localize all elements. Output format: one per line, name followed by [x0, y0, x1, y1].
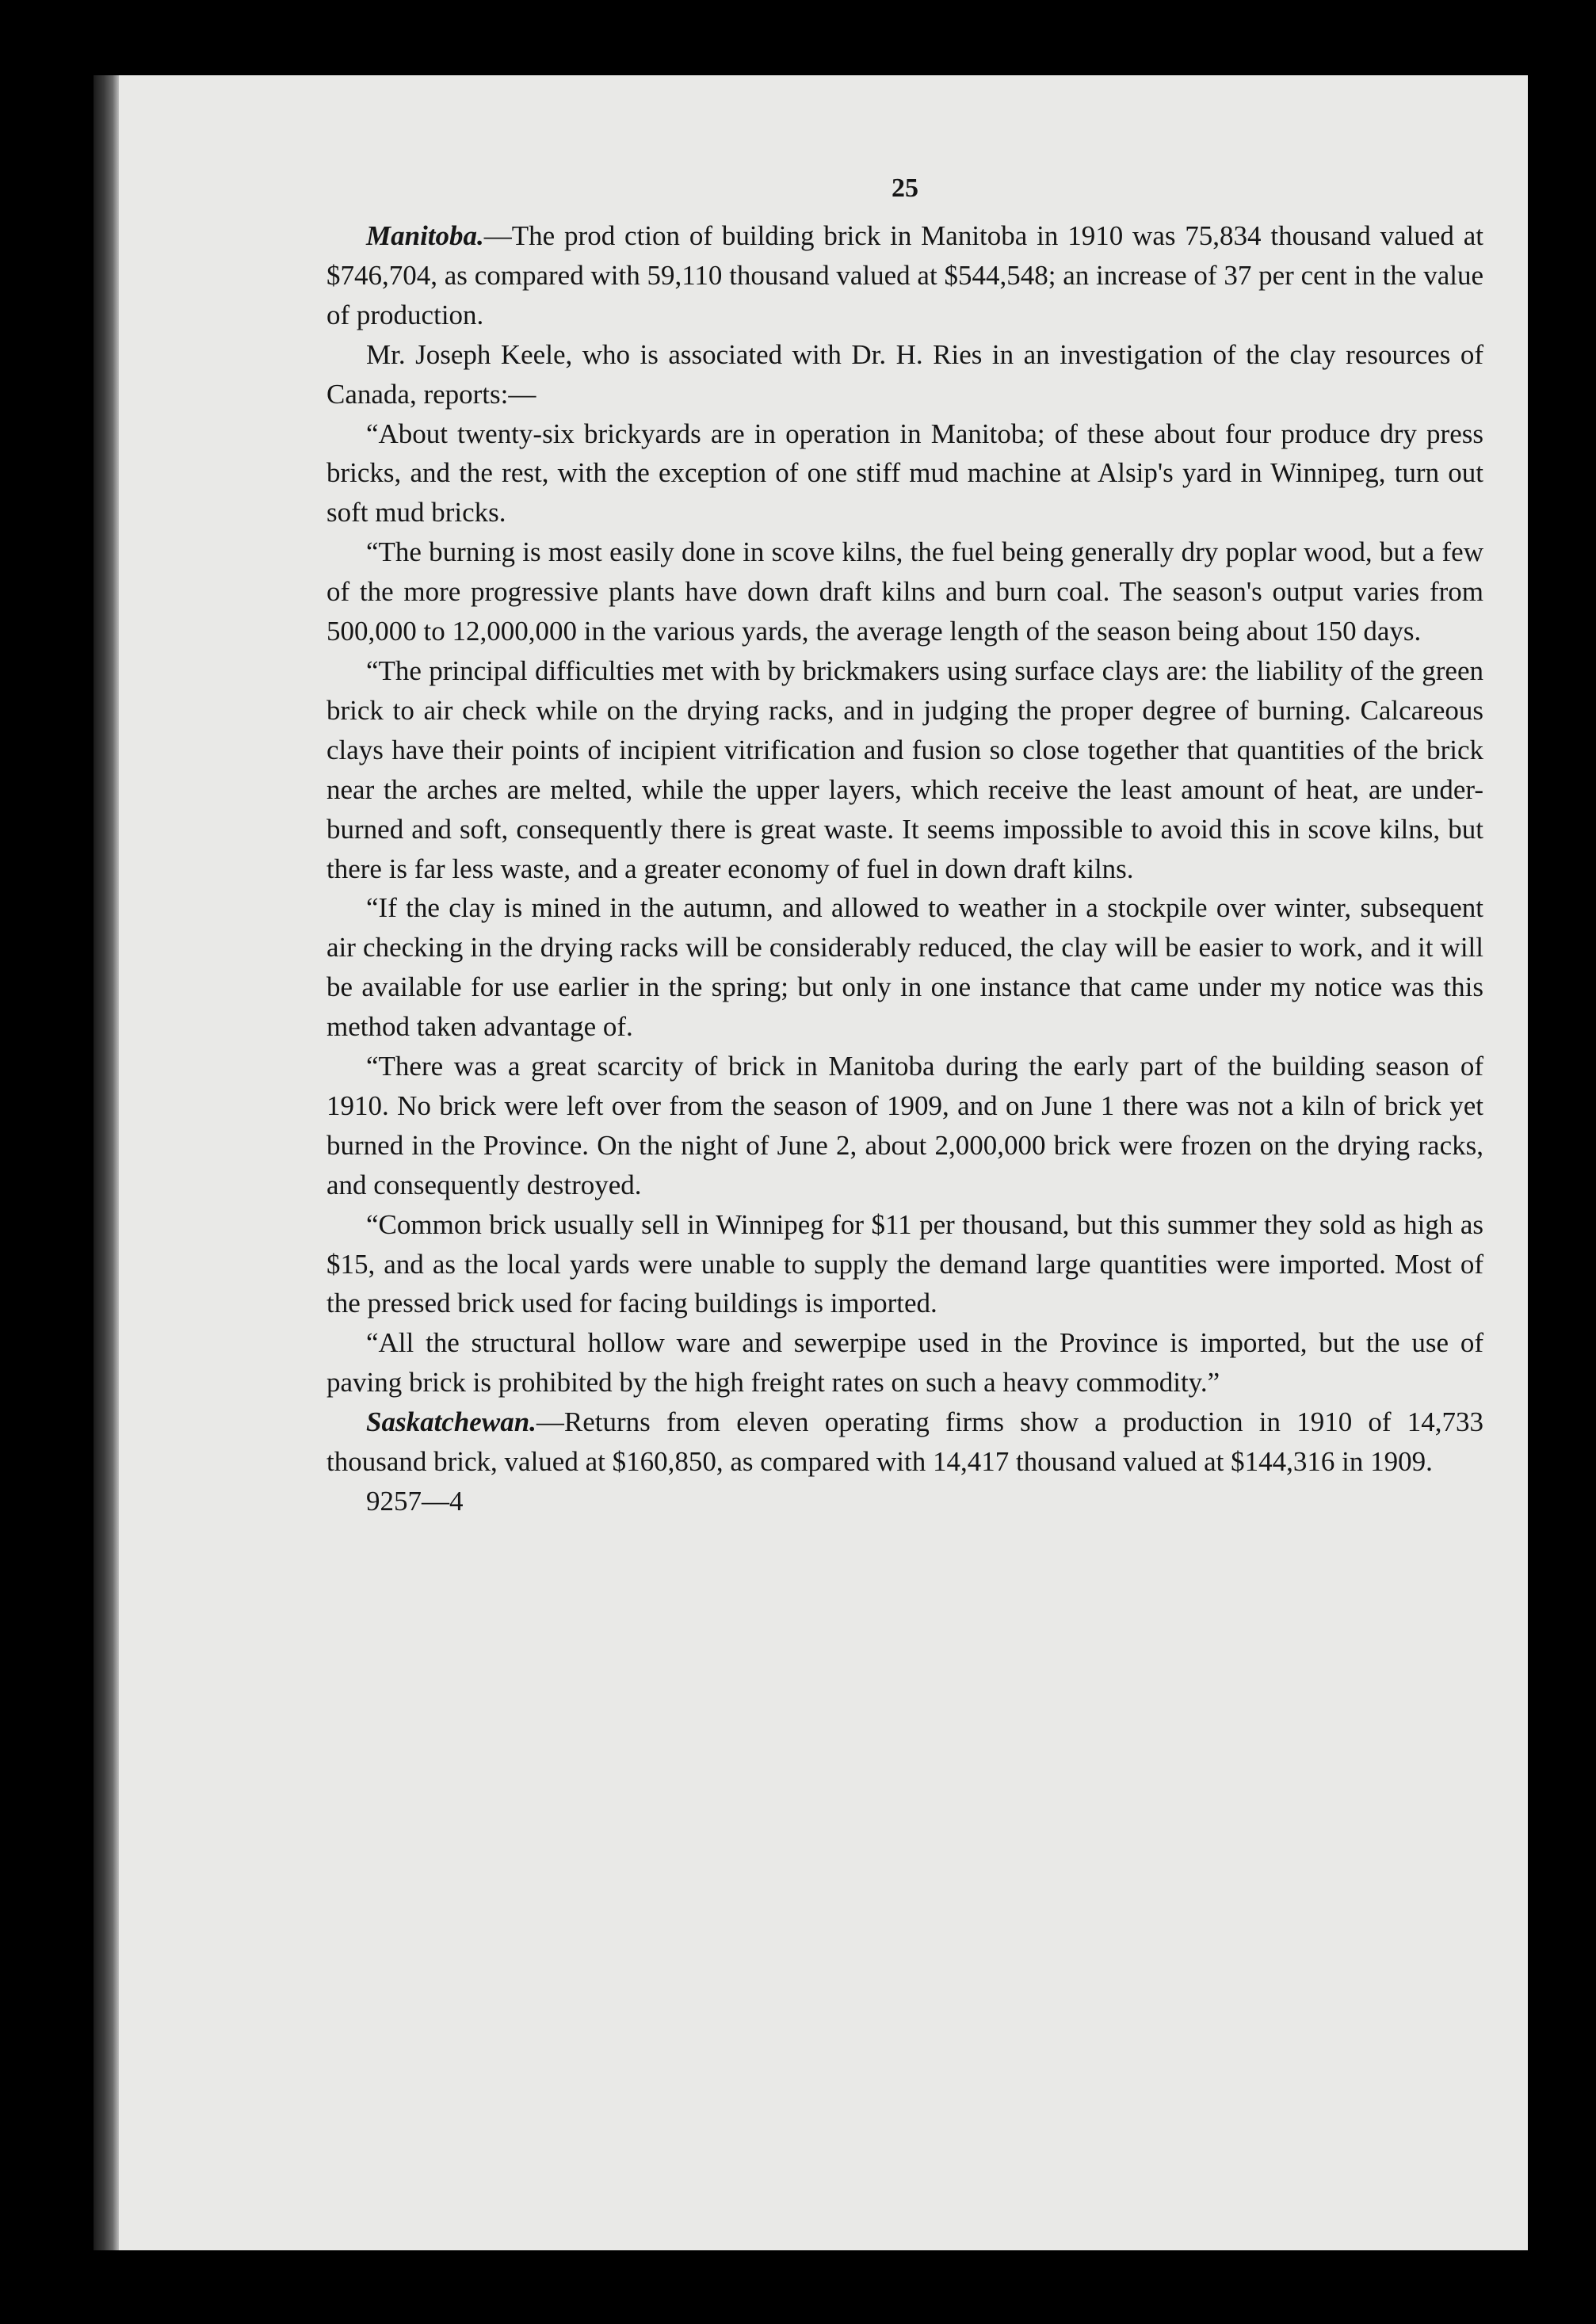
paragraph-text: “The burning is most easily done in scove kilns, the fuel being generally dry poplar wood, but a few of the more progressive plants have down draft kilns and burn coal. The season's output varies from 500,000 to 12,000,000 in the various yards, the average length of the season being about 150 days.: [326, 536, 1483, 647]
paragraph-text: —The prod ction of building brick in Manitoba in 1910 was 75,834 thousand valued at $746,704, as compared with 59,110 thousand valued at $544,548; an increase of 37 per cent in the value of production.: [326, 220, 1483, 330]
paragraph-text: “All the structural hollow ware and sewerpipe used in the Province is imported, but the use of paving brick is prohibited by the high freight rates on such a heavy commodity.”: [326, 1327, 1483, 1399]
binding-edge: [94, 75, 119, 2250]
paragraph-manitoba: [326, 216, 1483, 335]
paragraph-text: “Common brick usually sell in Winnipeg for $11 per thousand, but this summer they sold as high as $15, and as the local yards were unable to supply the demand large quantities were imported. Most of the pressed brick used for facing buildings is imported.: [326, 1208, 1483, 1319]
paragraph-difficulties: [326, 651, 1483, 888]
paragraph-keele-intro: [326, 335, 1483, 414]
paragraph-text: —Returns from eleven operating firms show a production in 1910 of 14,733 thousand brick, valued at $160,850, as compared with 14,417 thousand valued at $144,316 in 1909.: [326, 1406, 1483, 1478]
paragraph-text: “If the clay is mined in the autumn, and allowed to weather in a stockpile over winter, subsequent air checking in the drying racks will be considerably reduced, the clay will be easier to work, and it will be available for use earlier in the spring; but only in one instance that came under my notice was this method taken advantage of.: [326, 892, 1483, 1043]
page-text: [326, 75, 1483, 1521]
signature-mark: 9257—4: [366, 1486, 464, 1517]
section-lead-manitoba: Manitoba.: [366, 220, 484, 251]
paragraph-hollow-ware: [326, 1323, 1483, 1402]
paragraph-text: “The principal difficulties met with by brickmakers using surface clays are: the liability of the green brick to air check while on the drying racks, and in judging the proper degree of burning. Calcareous clays have their points of incipient vitrification and fusion so close together that quantities of the brick near the arches are melted, while the upper layers, which receive the least amount of heat, are under-burned and soft, consequently there is great waste. It seems impossible to avoid this in scove kilns, but there is far less waste, and a greater economy of fuel in down draft kilns.: [326, 654, 1483, 884]
paragraph-burning: [326, 532, 1483, 651]
section-lead-saskatchewan: Saskatchewan.: [366, 1406, 536, 1438]
paragraph-prices: [326, 1205, 1483, 1324]
paragraph-scarcity: [326, 1047, 1483, 1205]
paragraph-text: “There was a great scarcity of brick in Manitoba during the early part of the building season of 1910. No brick were left over from the season of 1909, and on June 1 there was not a kiln of brick yet burned in the Province. On the night of June 2, about 2,000,000 brick were frozen on the drying racks, and consequently destroyed.: [326, 1051, 1483, 1200]
paragraph-text: “About twenty-six brickyards are in operation in Manitoba; of these about four produce dry press bricks, and the rest, with the exception of one stiff mud machine at Alsip's yard in Winnipeg, turn out soft mud bricks.: [326, 418, 1483, 529]
paragraph-brickyards: [326, 414, 1483, 533]
paragraph-clay-mining: [326, 888, 1483, 1047]
paragraph-text: Mr. Joseph Keele, who is associated with Dr. H. Ries in an investigation of the clay resources of Canada, reports:—: [326, 338, 1483, 410]
page-number: 25: [892, 174, 918, 203]
paragraph-saskatchewan: [326, 1402, 1483, 1482]
document-page: [119, 75, 1528, 2250]
